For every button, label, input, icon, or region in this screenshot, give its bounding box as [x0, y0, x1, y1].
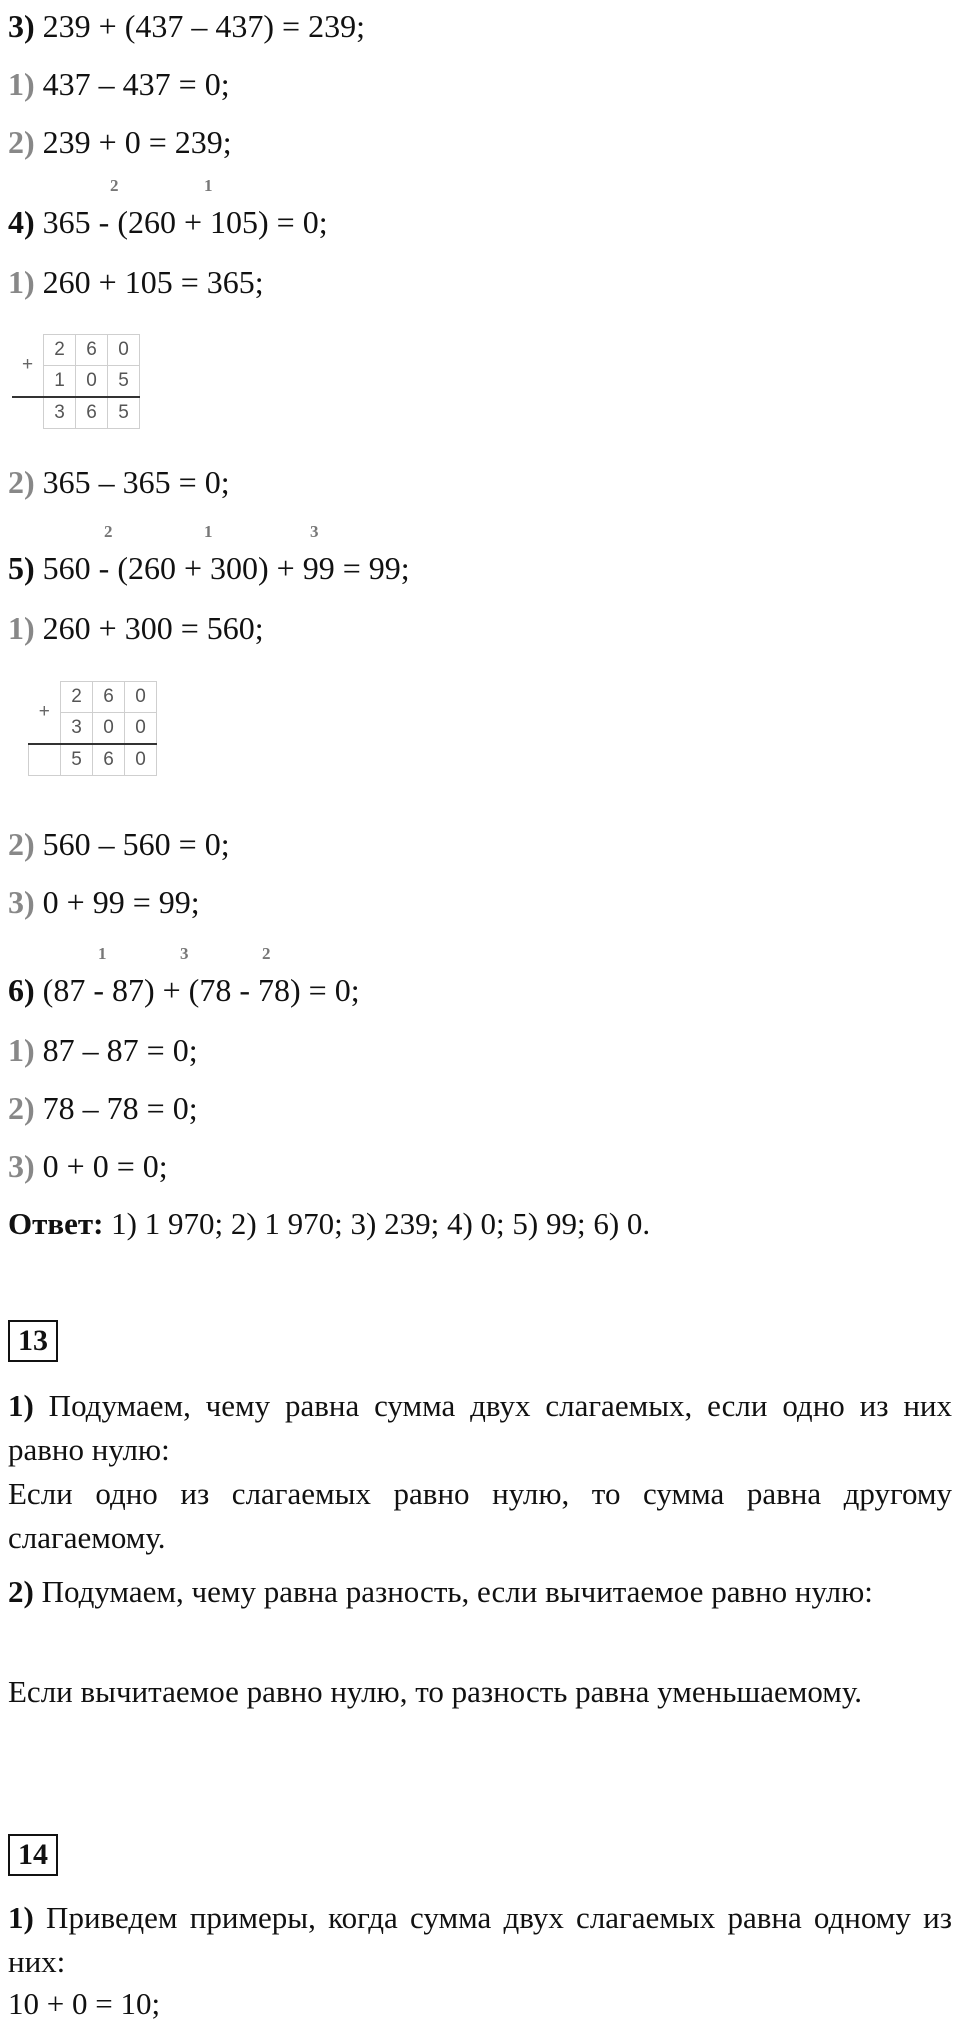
step-expression: 78 – 78 = 0; — [42, 1090, 198, 1126]
problem-4 — [8, 204, 328, 241]
step-line — [8, 264, 264, 301]
step-number: 3) — [8, 1148, 35, 1184]
task14-question-1 — [8, 1896, 952, 1984]
step-number: 1) — [8, 66, 35, 102]
step-number: 1) — [8, 610, 35, 646]
answer-text: 1) 1 970; 2) 1 970; 3) 239; 4) 0; 5) 99; 6) 0. — [103, 1206, 651, 1241]
task13-question-2 — [8, 1570, 952, 1614]
step-expression: 437 – 437 = 0; — [42, 66, 230, 102]
step-line — [8, 124, 232, 161]
task13-answer-1: Если одно из слагаемых равно нулю, то сумма равна другому слагаемому. — [8, 1476, 952, 1555]
order-mark: 2 — [110, 176, 119, 195]
order-mark: 3 — [310, 522, 319, 541]
digit-cell: 1 — [44, 366, 76, 398]
sum-line — [29, 744, 61, 776]
order-mark: 2 — [104, 522, 113, 541]
answer-line — [8, 1206, 650, 1242]
question-number: 2) — [8, 1574, 34, 1609]
digit-cell: 3 — [44, 397, 76, 429]
question-text: Подумаем, чему равна разность, если вычитаемое равно нулю: — [33, 1574, 873, 1609]
task13-question-1 — [8, 1384, 952, 1472]
digit-cell: 3 — [61, 713, 93, 745]
step-line — [8, 66, 230, 103]
answer-label: Ответ: — [8, 1206, 104, 1241]
digit-cell: 6 — [93, 682, 125, 713]
step-number: 2) — [8, 826, 35, 862]
expression: 560 - (260 + 300) + 99 = 99; — [42, 550, 410, 586]
digit-cell: 2 — [44, 335, 76, 366]
order-mark: 1 — [204, 522, 213, 541]
step-line — [8, 1090, 198, 1127]
digit-cell: 5 — [108, 366, 140, 398]
digit-cell: 6 — [76, 397, 108, 429]
digit-cell: 0 — [125, 682, 157, 713]
step-number: 1) — [8, 1032, 35, 1068]
task-number-14: 14 — [8, 1834, 58, 1876]
expression: 239 + (437 – 437) = 239; — [42, 8, 365, 44]
expression: (87 - 87) + (78 - 78) = 0; — [42, 972, 360, 1008]
question-number: 1) — [8, 1388, 34, 1423]
step-number: 2) — [8, 124, 35, 160]
step-line — [8, 1032, 198, 1069]
digit-cell: 5 — [108, 397, 140, 429]
digit-cell: 0 — [93, 713, 125, 745]
digit-cell: 0 — [125, 744, 157, 776]
step-line — [8, 826, 230, 863]
step-line — [8, 1148, 168, 1185]
question-text: Подумаем, чему равна сумма двух слагаемых, если одно из них равно нулю: — [8, 1388, 952, 1467]
problem-number: 5) — [8, 550, 35, 586]
step-expression: 560 – 560 = 0; — [42, 826, 230, 862]
step-expression: 0 + 0 = 0; — [42, 1148, 168, 1184]
order-mark: 3 — [180, 944, 189, 963]
sum-line — [12, 397, 44, 429]
step-line — [8, 610, 264, 647]
problem-5 — [8, 550, 410, 587]
question-number: 1) — [8, 1900, 34, 1935]
step-number: 1) — [8, 264, 35, 300]
step-line — [8, 884, 200, 921]
plus-sign: + — [21, 354, 34, 376]
expression: 365 - (260 + 105) = 0; — [42, 204, 328, 240]
step-line — [8, 464, 230, 501]
plus-sign: + — [38, 701, 50, 723]
task13-answer-2: Если вычитаемое равно нулю, то разность равна уменьшаемому. — [8, 1674, 863, 1709]
step-expression: 239 + 0 = 239; — [42, 124, 232, 160]
step-expression: 260 + 105 = 365; — [42, 264, 264, 300]
task14-example: 10 + 0 = 10; — [8, 1986, 161, 2021]
task-number-13: 13 — [8, 1320, 58, 1362]
step-number: 2) — [8, 1090, 35, 1126]
digit-cell: 6 — [76, 335, 108, 366]
step-number: 2) — [8, 464, 35, 500]
step-number: 3) — [8, 884, 35, 920]
step-expression: 0 + 99 = 99; — [42, 884, 200, 920]
digit-cell: 5 — [61, 744, 93, 776]
problem-number: 3) — [8, 8, 35, 44]
question-text: Приведем примеры, когда сумма двух слагаемых равна одному из них: — [8, 1900, 952, 1979]
digit-cell: 0 — [125, 713, 157, 745]
step-expression: 87 – 87 = 0; — [42, 1032, 198, 1068]
digit-cell: 0 — [108, 335, 140, 366]
digit-cell: 6 — [93, 744, 125, 776]
order-mark: 1 — [204, 176, 213, 195]
order-mark: 1 — [98, 944, 107, 963]
digit-cell: 2 — [61, 682, 93, 713]
problem-3 — [8, 8, 365, 45]
column-addition-1 — [12, 334, 140, 429]
problem-number: 4) — [8, 204, 35, 240]
order-mark: 2 — [262, 944, 271, 963]
digit-cell: 0 — [76, 366, 108, 398]
problem-number: 6) — [8, 972, 35, 1008]
step-expression: 260 + 300 = 560; — [42, 610, 264, 646]
step-expression: 365 – 365 = 0; — [42, 464, 230, 500]
column-addition-2 — [28, 681, 157, 776]
problem-6 — [8, 972, 360, 1009]
